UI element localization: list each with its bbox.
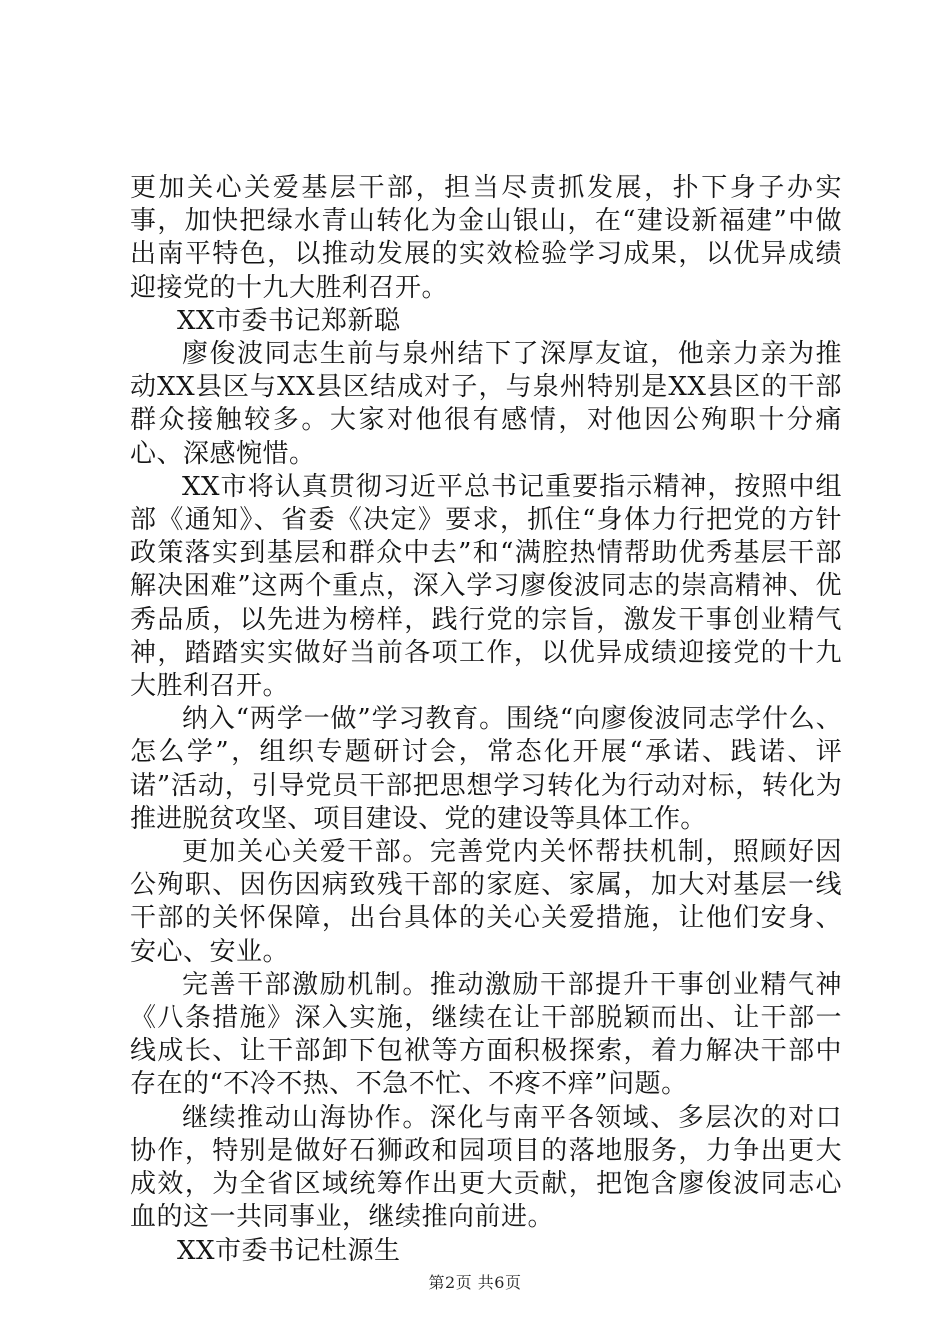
- paragraph: 完善干部激励机制。推动激励干部提升干事创业精气神《八条措施》深入实施，继续在让干部脱颖而出、让干部一线成长、让干部卸下包袱等方面积极探索，着力解决干部中存在的“不冷不热、不急不忙、不疼不痒”问题。: [130, 969, 842, 1100]
- paragraph: 廖俊波同志生前与泉州结下了深厚友谊，他亲力亲为推动XX县区与XX县区结成对子，与泉州特别是XX县区的干部群众接触较多。大家对他很有感情，对他因公殉职十分痛心、深感惋惜。: [130, 339, 842, 469]
- paragraph: 继续推动山海协作。深化与南平各领域、多层次的对口协作，特别是做好石狮政和园项目的落地服务，力争出更大成效，为全省区域统筹作出更大贡献，把饱含廖俊波同志心血的这一共同事业，继续推向前进。: [130, 1102, 842, 1233]
- document-body: [130, 172, 842, 1268]
- signature-line: XX市委书记郑新聪: [177, 305, 401, 336]
- page-number-footer: 第2页 共6页: [428, 1273, 522, 1292]
- paragraph: 纳入“两学一做”学习教育。围绕“向廖俊波同志学什么、怎么学”，组织专题研讨会，常态化开展“承诺、践诺、评诺”活动，引导党员干部把思想学习转化为行动对标，转化为推进脱贫攻坚、项目建设、党的建设等具体工作。: [130, 704, 842, 834]
- paragraph: 更加关心关爱干部。完善党内关怀帮扶机制，照顾好因公殉职、因伤因病致残干部的家庭、家属，加大对基层一线干部的关怀保障，出台具体的关心关爱措施，让他们安身、安心、安业。: [130, 837, 842, 967]
- signature-line: XX市委书记杜源生: [177, 1235, 401, 1266]
- paragraph-continuation: 更加关心关爱基层干部，担当尽责抓发展，扑下身子办实事，加快把绿水青山转化为金山银山，在“建设新福建”中做出南平特色，以推动发展的实效检验学习成果，以优异成绩迎接党的十九大胜利召开。: [130, 173, 842, 303]
- paragraph: XX市将认真贯彻习近平总书记重要指示精神，按照中组部《通知》、省委《决定》要求，抓住“身体力行把党的方针政策落实到基层和群众中去”和“满腔热情帮助优秀基层干部解决困难”这两个重点，深入学习廖俊波同志的崇高精神、优秀品质，以先进为榜样，践行党的宗旨，激发干事创业精气神，踏踏实实做好当前各项工作，以优异成绩迎接党的十九大胜利召开。: [130, 471, 842, 702]
